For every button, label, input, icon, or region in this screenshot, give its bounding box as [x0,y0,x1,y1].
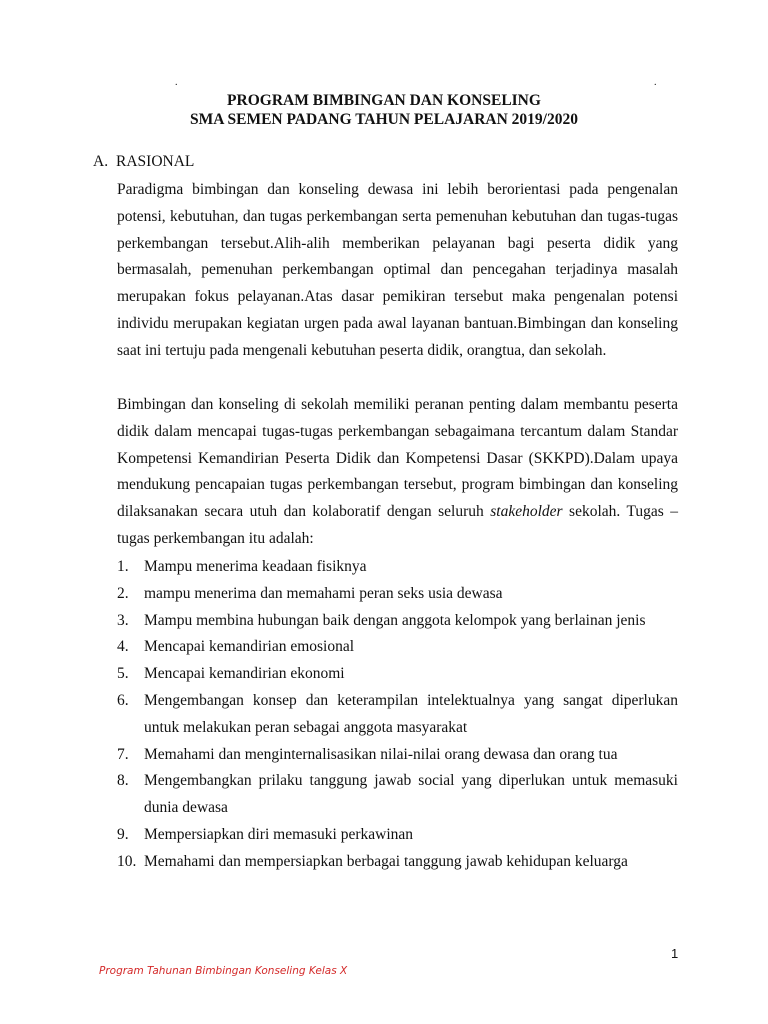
paragraph-rationale-1: Paradigma bimbingan dan konseling dewasa ini lebih berorientasi pada pengenalan potensi, kebutuhan, dan tugas perkembangan serta pemenuhan kebutuhan dan tugas-tugas perkembangan tersebut.Alih-alih memberikan pelayanan bagi peserta didik yang bermasalah, pemenuhan perkembangan optimal dan pencegahan terjadinya masalah merupakan fokus pelayanan.Atas dasar pemikiran tersebut maka pengenalan potensi individu merupakan kegiatan urgen pada awal layanan bantuan.Bimbingan dan konseling saat ini tertuju pada mengenali kebutuhan peserta didik, orangtua, dan sekolah. [117,181,678,359]
list-item-text: Mengembangkan prilaku tanggung jawab social yang diperlukan untuk memasuki dunia dewasa [144,772,678,817]
section-title: RASIONAL [116,153,195,170]
list-item [117,688,678,742]
list-item [117,634,678,661]
document-title-line2: SMA SEMEN PADANG TAHUN PELAJARAN 2019/2020 [190,111,578,128]
list-item-number: 1. [117,558,129,575]
list-item-text: Mencapai kemandirian emosional [144,638,355,656]
list-item [117,849,678,876]
section-heading [93,152,194,172]
footer-text: Program Tahunan Bimbingan Konseling Kelas X [99,965,348,977]
list-item-number: 4. [117,638,129,656]
list-item-text: Mempersiapkan diri memasuki perkawinan [144,825,414,843]
list-item-text: Memahami dan mempersiapkan berbagai tanggung jawab kehidupan keluarga [144,852,628,870]
list-item-number: 6. [117,691,129,709]
paragraph-rationale-2 [117,392,678,553]
list-item [117,661,678,688]
list-item-text: mampu menerima dan memahami peran seks usia dewasa [144,584,503,602]
list-item [117,581,678,608]
paragraph-2-text-a: Bimbingan dan konseling di sekolah memiliki peranan penting dalam membantu peserta didik dalam mencapai tugas-tugas perkembangan sebagaimana tercantum dalam Standar Kompetensi Kemandirian Peserta Didik dan Kompetensi Dasar (SKKPD).Dalam upaya mendukung pencapaian tugas perkembangan tersebut, program bimbingan dan konseling dilaksanakan secara utuh dan kolaboratif dengan seluruh [117,396,678,521]
development-tasks-list [117,554,678,876]
list-item [117,554,678,581]
page-number: 1 [671,946,679,961]
list-item-number: 3. [117,611,129,629]
list-item-number: 2. [117,584,129,602]
list-item [117,768,678,822]
list-item-text: Mencapai kemandirian ekonomi [144,665,345,683]
list-item-number: 5. [117,665,129,683]
list-item [117,822,678,849]
list-item-number: 8. [117,772,129,790]
list-item-number: 9. [117,825,129,843]
list-item-number: 7. [117,745,129,763]
list-item-text: Mengembangan konsep dan keterampilan intelektualnya yang sangat diperlukan untuk melakukan peran sebagai anggota masyarakat [144,691,678,736]
list-item-text: Mampu menerima keadaan fisiknya [144,558,367,575]
stakeholder-term: stakeholder [490,503,563,521]
list-item [117,608,678,635]
header-mark-left: . [175,77,178,88]
section-number: A. [93,153,109,170]
list-item-text: Mampu membina hubungan baik dengan anggota kelompok yang berlainan jenis [144,611,646,629]
document-title-line1: PROGRAM BIMBINGAN DAN KONSELING [227,92,541,109]
header-mark-right: . [654,77,657,88]
list-item-number: 10. [117,852,137,870]
list-item-text: Memahami dan menginternalisasikan nilai-nilai orang dewasa dan orang tua [144,745,618,763]
paragraph-2-text-b: sekolah. Tugas – tugas perkembangan itu adalah: [117,503,678,547]
list-item [117,742,678,769]
